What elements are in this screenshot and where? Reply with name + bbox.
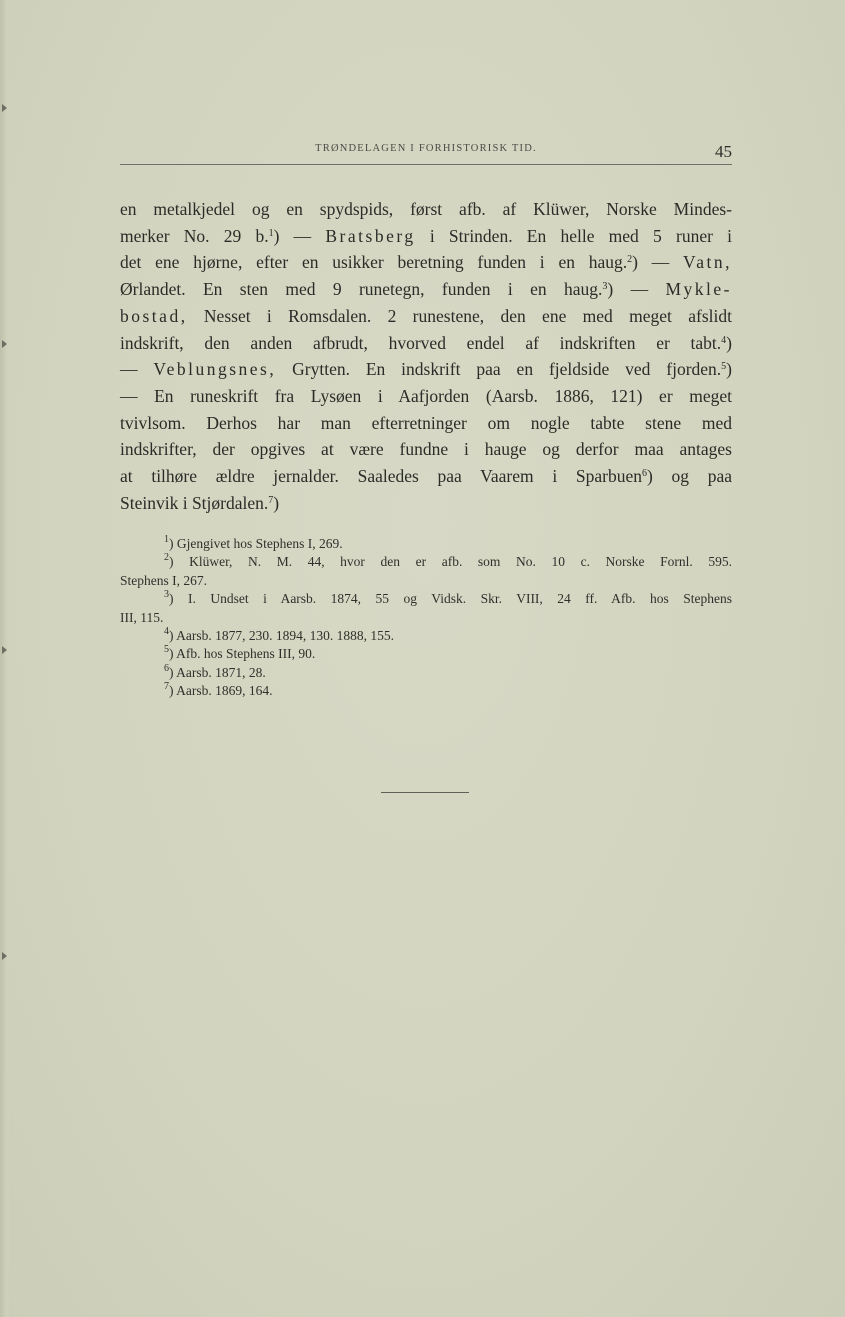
text-run: Grytten. En indskrift paa en fjeldside ved fjorden.	[276, 359, 722, 380]
text-run: tvivlsom. Derhos har man efterretninger om nogle tabte stene med	[120, 412, 732, 433]
text-line	[120, 463, 732, 490]
footnote	[120, 590, 732, 608]
text-line	[120, 490, 732, 517]
text-line	[120, 276, 732, 303]
text-run: at tilhøre ældre jernalder. Saaledes paa Vaarem i Sparbuen	[120, 466, 642, 487]
footnote	[120, 645, 732, 663]
footnote-continuation: III, 115.	[120, 609, 164, 625]
text-run: Ørlandet. En sten med 9 runetegn, funden i en haug.	[120, 279, 603, 300]
text-line	[120, 383, 732, 410]
footnote-text: ) Gjengivet hos Stephens I, 269.	[169, 536, 343, 551]
text-run: i Strinden. En helle med 5 runer i	[415, 225, 732, 246]
footnote	[120, 664, 732, 682]
footnotes	[120, 535, 732, 701]
text-line	[120, 436, 732, 463]
place-name: Bratsberg	[325, 225, 416, 246]
footnote	[120, 535, 732, 553]
text-run: ) og paa	[646, 466, 732, 487]
text-run: )	[726, 359, 732, 380]
edge-marker-icon	[2, 952, 7, 960]
body-paragraph	[120, 196, 732, 516]
footnote-marker: 3	[164, 589, 169, 601]
text-line	[120, 410, 732, 437]
footnote-text: ) Afb. hos Stephens III, 90.	[169, 646, 316, 662]
footnote-text: ) I. Undset i Aarsb. 1874, 55 og Vidsk. Skr. VIII, 24 ff. Afb. hos Stephens	[169, 591, 732, 607]
footnote-marker: 1	[164, 534, 169, 545]
text-run: ) —	[632, 252, 684, 273]
footnote-ref: 2	[627, 254, 633, 266]
footnote-marker: 2	[164, 552, 169, 564]
footnote-ref: 6	[641, 468, 647, 480]
footnote-ref: 1	[268, 227, 274, 239]
running-head: TRØNDELAGEN I FORHISTORISK TID.	[315, 143, 537, 154]
footnote-ref: 5	[721, 361, 727, 373]
text-line	[120, 223, 732, 250]
text-run: ) —	[607, 279, 666, 300]
place-name: bostad,	[120, 305, 188, 326]
footnote-ref: 7	[268, 494, 274, 506]
footnote	[120, 553, 732, 571]
text-run: ) —	[273, 225, 326, 246]
page-edge-shadow	[0, 0, 10, 1317]
text-run: merker No. 29 b.	[120, 225, 269, 246]
footnote-ref: 3	[602, 281, 608, 293]
text-run: Nesset i Romsdalen. 2 runestene, den ene med meget afslidt	[187, 305, 732, 326]
footnote	[120, 682, 732, 700]
place-name: Mykle-	[665, 279, 733, 300]
footnote-text: ) Aarsb. 1869, 164.	[169, 683, 273, 699]
text-line	[120, 303, 732, 330]
text-run: en metalkjedel og en spydspids, først afb. af Klüwer, Norske Mindes-	[120, 199, 732, 219]
text-line	[120, 249, 732, 276]
footnote	[120, 627, 732, 645]
footnote-marker: 4	[164, 626, 169, 638]
text-run: )	[273, 492, 280, 513]
text-line	[120, 330, 732, 357]
footnote-marker: 5	[164, 644, 169, 656]
edge-marker-icon	[2, 646, 7, 654]
place-name: Vatn,	[683, 252, 732, 273]
place-name: Veblungsnes,	[153, 359, 277, 380]
footnote-continuation: Stephens I, 267.	[120, 572, 207, 588]
text-run: det ene hjørne, efter en usikker beretning funden i en haug.	[120, 252, 628, 273]
text-line	[120, 196, 732, 223]
footnote-text: ) Klüwer, N. M. 44, hvor den er afb. som No. 10 c. Norske Fornl. 595.	[169, 554, 732, 570]
text-line	[120, 356, 732, 383]
footnote-marker: 7	[164, 681, 169, 693]
text-run: Steinvik i Stjørdalen.	[120, 492, 269, 513]
edge-marker-icon	[2, 104, 7, 112]
text-run: indskrifter, der opgives at være fundne i hauge og derfor maa antages	[120, 439, 732, 460]
footnote-marker: 6	[164, 662, 169, 674]
page-header	[120, 140, 732, 165]
footnote-ref: 4	[721, 334, 727, 346]
page-number: 45	[715, 142, 732, 161]
end-rule	[381, 792, 469, 793]
footnote-text: ) Aarsb. 1877, 230. 1894, 130. 1888, 155.	[169, 628, 394, 644]
footnote-text: ) Aarsb. 1871, 28.	[169, 664, 266, 680]
edge-marker-icon	[2, 340, 7, 348]
text-run: — En runeskrift fra Lysøen i Aafjorden (Aarsb. 1886, 121) er meget	[120, 385, 732, 406]
text-run: indskrift, den anden afbrudt, hvorved endel af indskriften er tabt.	[120, 332, 722, 353]
text-run: —	[120, 359, 154, 380]
text-run: )	[726, 332, 732, 353]
